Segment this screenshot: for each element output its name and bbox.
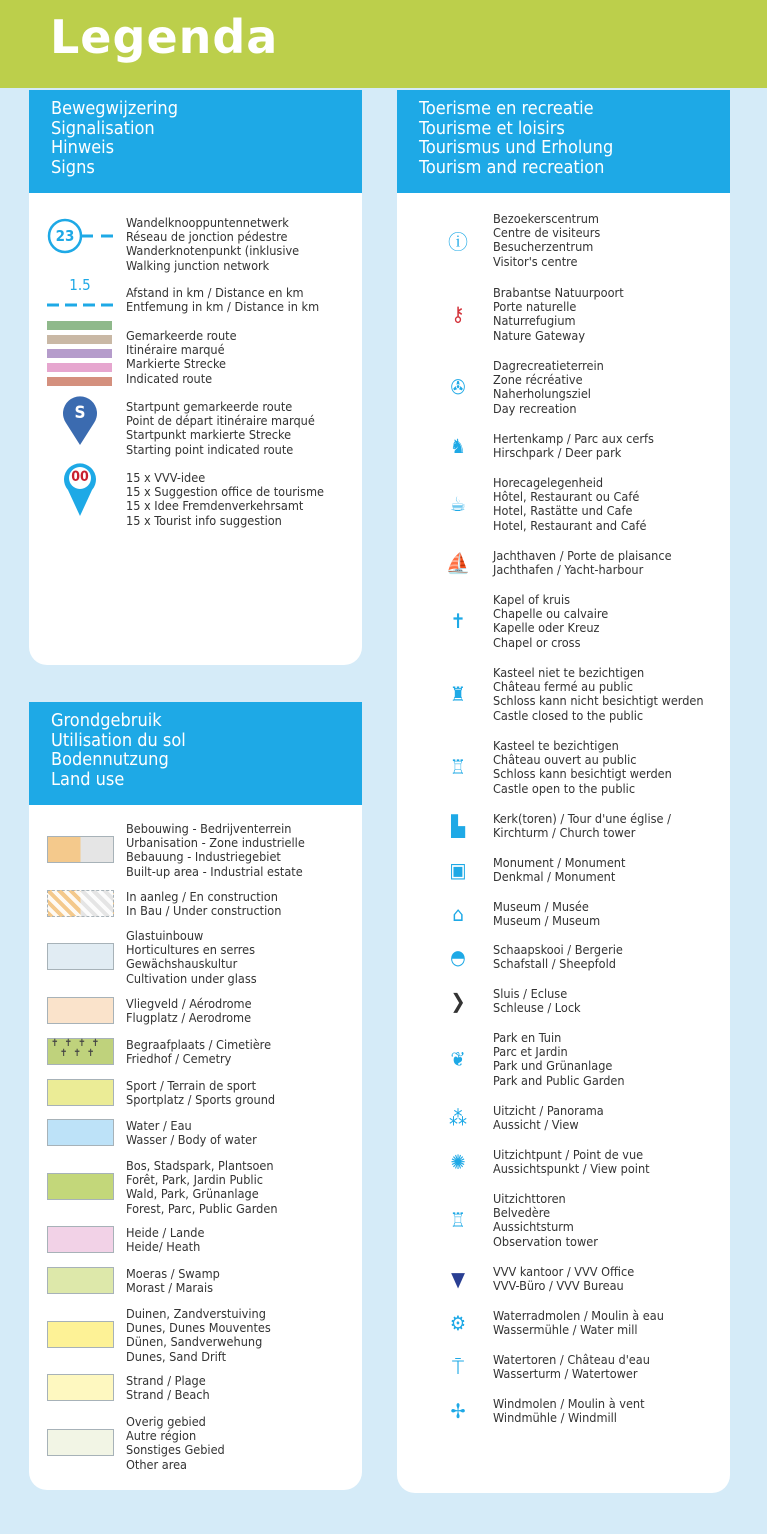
landuse-swatch (47, 890, 114, 917)
legend-entry (493, 987, 581, 1015)
entry-line: Réseau de jonction pédestre (126, 229, 288, 245)
observation-tower-icon (443, 1205, 473, 1235)
header-line: Bodennutzung (51, 749, 169, 770)
legend-entry (126, 1119, 257, 1147)
entry-line: Bebauung - Industriegebiet (126, 849, 281, 865)
entry-line: Sluis / Ecluse (493, 986, 568, 1001)
entry-line: Glastuinbouw (126, 928, 204, 943)
entry-line: Friedhof / Cemetry (126, 1051, 232, 1067)
legend-entry (126, 216, 299, 273)
header-line: Toerisme en recreatie (419, 98, 594, 119)
sheepfold-icon (443, 942, 473, 972)
park-leaf-icon (443, 1044, 473, 1074)
entry-line: Indicated route (126, 370, 213, 386)
entry-line: Begraafplaats / Cimetière (126, 1037, 272, 1052)
entry-line: Itinéraire marqué (126, 342, 225, 358)
icon-glyph: ♜ (449, 682, 467, 707)
entry-line: Wasser / Body of water (126, 1132, 257, 1148)
castle-closed-icon (443, 679, 473, 709)
entry-line: Aussichtsturm (493, 1219, 574, 1235)
header-line: Tourism and recreation (419, 156, 605, 178)
header-line: Tourisme et loisirs (419, 117, 565, 139)
entry-line: Urbanisation - Zone industrielle (126, 835, 305, 851)
legend-entry (493, 900, 600, 928)
distance-line-icon (47, 296, 117, 308)
entry-line: Heide / Lande (126, 1225, 205, 1240)
icon-glyph: ◓ (450, 945, 466, 970)
cup-icon (443, 489, 473, 519)
entry-line: Gewächshauskultur (126, 956, 238, 972)
museum-icon (443, 899, 473, 929)
header-line: Hinweis (51, 137, 115, 158)
legend-entry (126, 1267, 220, 1295)
icon-glyph: ▙ (451, 814, 465, 839)
landuse-swatch (47, 1079, 114, 1106)
entry-line: Hirschpark / Deer park (493, 445, 622, 461)
route-color-bar (47, 349, 112, 358)
legend-entry (126, 471, 324, 528)
legend-entry (493, 593, 608, 650)
entry-line: Uitzichttoren (493, 1191, 566, 1206)
legend-entry (493, 549, 672, 577)
header-line: Tourismus und Erholung (419, 137, 614, 158)
castle-open-icon (443, 752, 473, 782)
church-tower-icon (443, 811, 473, 841)
entry-line: Observation tower (493, 1233, 598, 1249)
entry-line: Walking junction network (126, 257, 270, 273)
monument-icon (443, 855, 473, 885)
cross-pattern-icon: ✝✝✝✝ ✝✝✝ (51, 1038, 106, 1060)
entry-line: Heide/ Heath (126, 1239, 201, 1255)
legend-entry (126, 400, 315, 457)
entry-line: Wasserturm / Watertower (493, 1366, 638, 1382)
entry-line: Built-up area - Industrial estate (126, 863, 303, 879)
entry-line: Schleuse / Lock (493, 1000, 581, 1016)
entry-line: Morast / Marais (126, 1280, 214, 1296)
entry-line: Vliegveld / Aérodrome (126, 996, 252, 1011)
landuse-swatch (47, 1374, 114, 1401)
distance-value: 1.5 (69, 276, 91, 294)
entry-line: 15 x VVV-idee (126, 470, 206, 485)
legend-entry (126, 1307, 271, 1364)
entry-line: Kapel of kruis (493, 592, 571, 607)
entry-line: Watertoren / Château d'eau (493, 1352, 650, 1367)
watermill-icon (443, 1308, 473, 1338)
route-color-bar (47, 321, 112, 330)
entry-line: Entfemung in km / Distance in km (126, 299, 320, 315)
entry-line: Centre de visiteurs (493, 225, 601, 241)
legend-entry (126, 1374, 210, 1402)
icon-glyph: ❯ (450, 989, 466, 1014)
legend-entry (493, 666, 704, 723)
entry-line: Strand / Plage (126, 1373, 206, 1388)
vvv-badge: 00 (71, 469, 89, 485)
legend-entry (493, 432, 654, 460)
entry-line: Day recreation (493, 400, 577, 416)
entry-line: 15 x Tourist info suggestion (126, 512, 282, 528)
entry-line: Parc et Jardin (493, 1044, 568, 1060)
entry-line: 15 x Idee Fremdenverkehrsamt (126, 498, 304, 514)
lock-chevron-icon (443, 986, 473, 1016)
icon-glyph: ♖ (449, 1208, 467, 1233)
icon-glyph: ⍑ (452, 1355, 464, 1380)
entry-line: Hotel, Restaurant and Café (493, 517, 647, 533)
legend-entry (493, 1309, 664, 1337)
entry-line: Duinen, Zandverstuiving (126, 1306, 266, 1321)
legend-entry (126, 329, 237, 386)
icon-glyph: ❦ (450, 1047, 466, 1072)
landuse-swatch (47, 943, 114, 970)
icon-glyph: ▣ (449, 858, 467, 883)
icon-glyph: ⚷ (451, 302, 465, 327)
entry-line: Naturrefugium (493, 313, 576, 329)
entry-line: Forest, Parc, Public Garden (126, 1200, 278, 1216)
entry-line: Schafstall / Sheepfold (493, 956, 616, 972)
legend-entry (493, 812, 671, 840)
landuse-header (29, 702, 362, 805)
entry-line: Park und Grünanlage (493, 1058, 613, 1074)
watertower-icon (443, 1352, 473, 1382)
entry-line: Hôtel, Restaurant ou Café (493, 489, 640, 505)
entry-line: Zone récréative (493, 372, 583, 388)
entry-line: Wassermühle / Water mill (493, 1322, 638, 1338)
entry-line: Monument / Monument (493, 855, 626, 870)
entry-line: Castle open to the public (493, 780, 636, 796)
landuse-swatch (47, 1321, 114, 1348)
entry-line: Schloss kann nicht besichtigt werden (493, 693, 704, 709)
sailboat-icon (443, 548, 473, 578)
entry-line: Water / Eau (126, 1118, 192, 1133)
entry-line: VVV kantoor / VVV Office (493, 1264, 635, 1279)
entry-line: Park and Public Garden (493, 1072, 625, 1088)
entry-line: Park en Tuin (493, 1030, 562, 1045)
legend-entry (126, 1226, 204, 1254)
header-line: Signalisation (51, 117, 155, 139)
legend-entry (126, 929, 257, 986)
entry-line: Bebouwing - Bedrijventerrein (126, 821, 292, 836)
entry-line: Jachthafen / Yacht-harbour (493, 562, 644, 578)
entry-line: Dünen, Sandverwehung (126, 1334, 263, 1350)
visitor-centre-icon (443, 225, 473, 255)
landuse-swatch (47, 1226, 114, 1253)
entry-line: Horecagelegenheid (493, 475, 604, 490)
entry-line: Castle closed to the public (493, 707, 644, 723)
entry-line: Cultivation under glass (126, 970, 257, 986)
entry-line: Flugplatz / Aerodrome (126, 1010, 252, 1026)
legend-entry (493, 1192, 598, 1249)
entry-line: Other area (126, 1456, 188, 1472)
icon-glyph: ⁂ (449, 1106, 467, 1131)
nature-gateway-key-icon (443, 299, 473, 329)
landuse-swatch (47, 1119, 114, 1146)
entry-line: Kasteel niet te bezichtigen (493, 665, 645, 680)
legend-entry (493, 1031, 625, 1088)
entry-line: In Bau / Under construction (126, 903, 282, 919)
day-recreation-icon (443, 372, 473, 402)
entry-line: Startpunt gemarkeerde route (126, 399, 293, 414)
legend-entry (493, 1353, 650, 1381)
entry-line: Porte naturelle (493, 299, 577, 315)
entry-line: Nature Gateway (493, 327, 586, 343)
header-line: Bewegwijzering (51, 98, 178, 119)
entry-line: Château fermé au public (493, 679, 633, 695)
entry-line: Startpunkt markierte Strecke (126, 427, 292, 443)
landuse-swatch (47, 1038, 114, 1065)
legend-entry (126, 1159, 278, 1216)
icon-glyph: ▼ (451, 1267, 465, 1292)
route-color-bar (47, 335, 112, 344)
route-color-bar (47, 363, 112, 372)
viewpoint-icon (443, 1147, 473, 1177)
landuse-swatch (47, 836, 114, 863)
legend-entry (493, 1265, 634, 1293)
entry-line: Aussicht / View (493, 1117, 579, 1133)
entry-line: Wald, Park, Grünanlage (126, 1186, 259, 1202)
legend-entry (493, 1397, 645, 1425)
icon-glyph: ☕ (449, 492, 467, 517)
entry-line: Windmolen / Moulin à vent (493, 1396, 645, 1411)
legend-entry (126, 1079, 275, 1107)
legend-entry (493, 739, 672, 796)
entry-line: Jachthaven / Porte de plaisance (493, 548, 672, 563)
entry-line: Hotel, Rastätte und Cafe (493, 503, 633, 519)
tourism-panel (397, 90, 730, 1493)
entry-line: Dunes, Dunes Mouventes (126, 1320, 271, 1336)
legend-entry (126, 890, 281, 918)
entry-line: Hertenkamp / Parc aux cerfs (493, 431, 654, 446)
icon-glyph: ✝ (450, 609, 466, 634)
title-bar (0, 0, 767, 88)
entry-line: Kasteel te bezichtigen (493, 738, 619, 753)
legend-entry (126, 997, 252, 1025)
entry-line: Wandelknooppuntennetwerk (126, 215, 289, 230)
entry-line: Sport / Terrain de sport (126, 1078, 257, 1093)
entry-line: Visitor's centre (493, 253, 578, 269)
icon-glyph: ♞ (449, 434, 467, 459)
entry-line: Schloss kann besichtigt werden (493, 766, 672, 782)
icon-glyph: ✇ (450, 375, 466, 400)
entry-line: Besucherzentrum (493, 239, 594, 255)
legend-entry (126, 822, 305, 879)
header-line: Signs (51, 156, 95, 178)
route-colors-icon (47, 321, 112, 391)
entry-line: Strand / Beach (126, 1387, 210, 1403)
entry-line: Dagrecreatieterrein (493, 358, 604, 373)
tourism-header (397, 90, 730, 193)
entry-line: Afstand in km / Distance en km (126, 285, 304, 300)
legend-entry (493, 476, 647, 533)
start-badge: S (74, 403, 86, 423)
entry-line: Uitzicht / Panorama (493, 1103, 604, 1118)
entry-line: Waterradmolen / Moulin à eau (493, 1308, 664, 1323)
icon-glyph: ✢ (450, 1399, 466, 1424)
legend-entry (493, 856, 625, 884)
entry-line: Starting point indicated route (126, 441, 294, 457)
landuse-swatch (47, 997, 114, 1024)
deer-icon (443, 431, 473, 461)
icon-glyph: ♖ (449, 755, 467, 780)
entry-line: Chapel or cross (493, 634, 581, 650)
landuse-swatch (47, 1173, 114, 1200)
entry-line: Uitzichtpunt / Point de vue (493, 1147, 644, 1162)
entry-line: Kerk(toren) / Tour d'une église / (493, 811, 671, 826)
landuse-swatch (47, 1267, 114, 1294)
entry-line: Overig gebied (126, 1414, 206, 1429)
entry-line: Bezoekerscentrum (493, 211, 599, 226)
entry-line: Dunes, Sand Drift (126, 1348, 227, 1364)
header-line: Grondgebruik (51, 710, 162, 731)
entry-line: Brabantse Natuurpoort (493, 285, 624, 300)
entry-line: Gemarkeerde route (126, 328, 237, 343)
legend-entry (493, 1104, 604, 1132)
junction-number: 23 (55, 227, 75, 245)
signs-header (29, 90, 362, 193)
legend-entry (493, 1148, 650, 1176)
entry-line: Château ouvert au public (493, 752, 637, 768)
legend-entry (126, 1038, 271, 1066)
entry-line: Horticultures en serres (126, 942, 256, 958)
entry-line: Museum / Musée (493, 899, 589, 914)
entry-line: Windmühle / Windmill (493, 1410, 617, 1426)
entry-line: Chapelle ou calvaire (493, 606, 609, 622)
entry-line: Naherholungsziel (493, 386, 591, 402)
icon-glyph: ✺ (450, 1150, 466, 1175)
icon-glyph: ⛵ (445, 551, 471, 576)
entry-line: Autre région (126, 1428, 197, 1444)
legend-entry (126, 1415, 225, 1472)
entry-line: Forêt, Park, Jardin Public (126, 1172, 263, 1188)
landuse-panel (29, 702, 362, 1490)
entry-line: Kapelle oder Kreuz (493, 620, 600, 636)
entry-line: VVV-Büro / VVV Bureau (493, 1278, 624, 1294)
entry-line: Aussichtspunkt / View point (493, 1161, 650, 1177)
icon-glyph: ⓘ (448, 229, 468, 254)
entry-line: Schaapskooi / Bergerie (493, 942, 623, 957)
entry-line: Markierte Strecke (126, 356, 227, 372)
entry-line: Museum / Museum (493, 913, 601, 929)
vvv-office-icon (443, 1264, 473, 1294)
icon-glyph: ⌂ (452, 902, 464, 927)
signs-panel (29, 90, 362, 665)
legend-entry (493, 943, 623, 971)
route-color-bar (47, 377, 112, 386)
entry-line: 15 x Suggestion office de tourisme (126, 484, 324, 500)
entry-line: Belvedère (493, 1205, 551, 1221)
entry-line: Sonstiges Gebied (126, 1442, 225, 1458)
entry-line: Kirchturm / Church tower (493, 825, 636, 841)
entry-line: Sportplatz / Sports ground (126, 1092, 276, 1108)
entry-line: Moeras / Swamp (126, 1266, 220, 1281)
panorama-icon (443, 1103, 473, 1133)
windmill-icon (443, 1396, 473, 1426)
page-title: Legenda (50, 10, 279, 64)
entry-line: Denkmal / Monument (493, 869, 616, 885)
header-line: Land use (51, 768, 125, 790)
header-line: Utilisation du sol (51, 729, 186, 751)
icon-glyph: ⚙ (449, 1311, 467, 1336)
entry-line: Bos, Stadspark, Plantsoen (126, 1158, 274, 1173)
legend-entry (126, 286, 319, 314)
entry-line: Point de départ itinéraire marqué (126, 413, 315, 429)
entry-line: Wanderknotenpunkt (inklusive (126, 243, 300, 259)
legend-entry (493, 286, 624, 343)
legend-entry (493, 359, 604, 416)
landuse-swatch (47, 1429, 114, 1456)
entry-line: In aanleg / En construction (126, 889, 278, 904)
cross-icon (443, 606, 473, 636)
legend-entry (493, 212, 600, 269)
